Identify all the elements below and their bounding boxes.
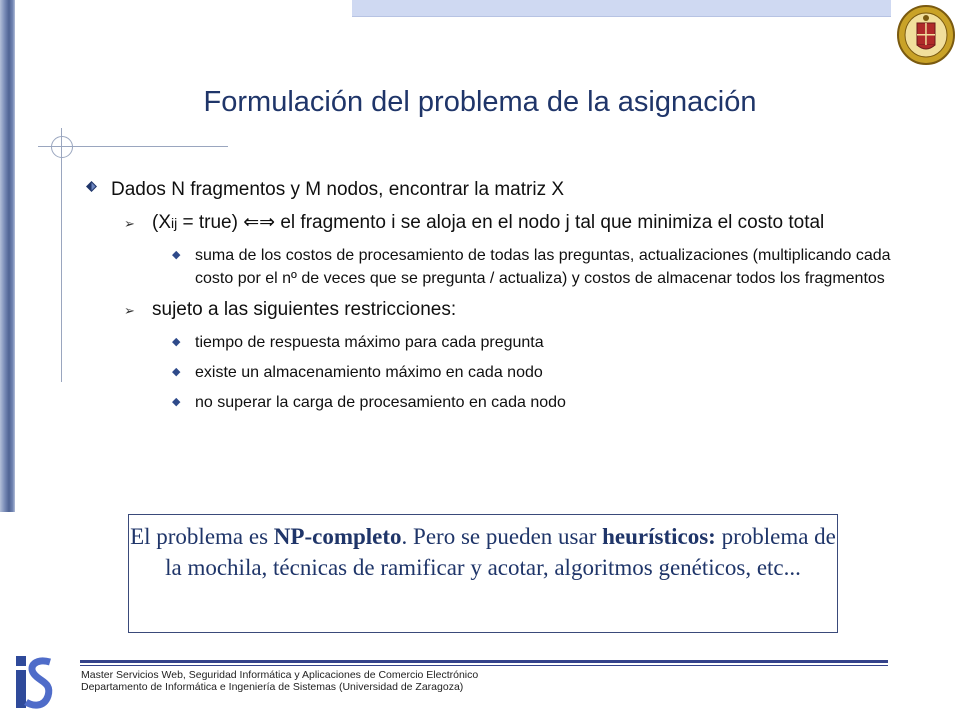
arrow-bullet-icon: ➢ bbox=[124, 303, 135, 318]
bullet-level1-item bbox=[86, 176, 896, 204]
university-seal-icon bbox=[896, 4, 956, 66]
callout-text-1: El problema es bbox=[130, 524, 274, 549]
bullet-text-subscript: ij bbox=[171, 215, 178, 231]
bullet-text: tiempo de respuesta máximo para cada pregunta bbox=[195, 334, 544, 351]
footer-text bbox=[81, 669, 478, 693]
footer-line-2: Departamento de Informática e Ingeniería de Sistemas (Universidad de Zaragoza) bbox=[81, 681, 464, 693]
bullet-level3-item bbox=[86, 331, 896, 354]
footer-rule-thin bbox=[80, 665, 888, 666]
footer-line-1: Master Servicios Web, Seguridad Informática y Aplicaciones de Comercio Electrónico bbox=[81, 669, 479, 681]
callout-bold-heuristics: heurísticos: bbox=[602, 524, 716, 549]
bullet-text: sujeto a las siguientes restricciones: bbox=[152, 299, 457, 320]
diamond-bullet-icon bbox=[86, 181, 97, 192]
bullet-text: existe un almacenamiento máximo en cada nodo bbox=[195, 364, 543, 381]
callout-text-2: . Pero se pueden usar bbox=[401, 524, 603, 549]
bullet-list bbox=[86, 176, 896, 421]
iis-logo-icon bbox=[14, 654, 54, 710]
bullet-level2-item bbox=[86, 210, 896, 236]
bullet-text-prefix: (X bbox=[152, 212, 171, 233]
footer-rule-thick bbox=[80, 660, 888, 663]
crosshair-vertical-line bbox=[61, 128, 62, 382]
bullet-level3-item bbox=[86, 244, 896, 290]
bullet-text: Dados N fragmentos y M nodos, encontrar la matriz X bbox=[111, 179, 565, 200]
bullet-text: suma de los costos de procesamiento de todas las preguntas, actualizaciones (multiplicando cada costo por el nº de veces que se pregunta / actualiza) y costos de almacenar todos los fragmentos bbox=[195, 247, 891, 287]
small-diamond-bullet-icon: ◆ bbox=[172, 366, 181, 378]
crosshair-circle-icon bbox=[51, 136, 73, 158]
bullet-level3-item bbox=[86, 391, 896, 414]
small-diamond-bullet-icon: ◆ bbox=[172, 336, 181, 348]
arrow-bullet-icon: ➢ bbox=[124, 216, 135, 231]
bullet-level3-item bbox=[86, 361, 896, 384]
callout-bold-np: NP-completo bbox=[273, 524, 402, 549]
callout-text-3: problema de la mochila, técnicas de ramificar y acotar, algoritmos genéticos, etc... bbox=[165, 524, 836, 580]
small-diamond-bullet-icon: ◆ bbox=[172, 396, 181, 408]
np-complete-callout-box bbox=[128, 514, 838, 633]
slide-title: Formulación del problema de la asignación bbox=[203, 86, 757, 118]
top-decorative-box bbox=[352, 0, 891, 17]
bullet-level2-item bbox=[86, 297, 896, 323]
bullet-text: no superar la carga de procesamiento en cada nodo bbox=[195, 394, 566, 411]
bullet-text-rest: = true) ⇐⇒ el fragmento i se aloja en el nodo j tal que minimiza el costo total bbox=[177, 212, 825, 233]
left-decorative-bar bbox=[0, 0, 15, 512]
small-diamond-bullet-icon: ◆ bbox=[172, 249, 181, 261]
